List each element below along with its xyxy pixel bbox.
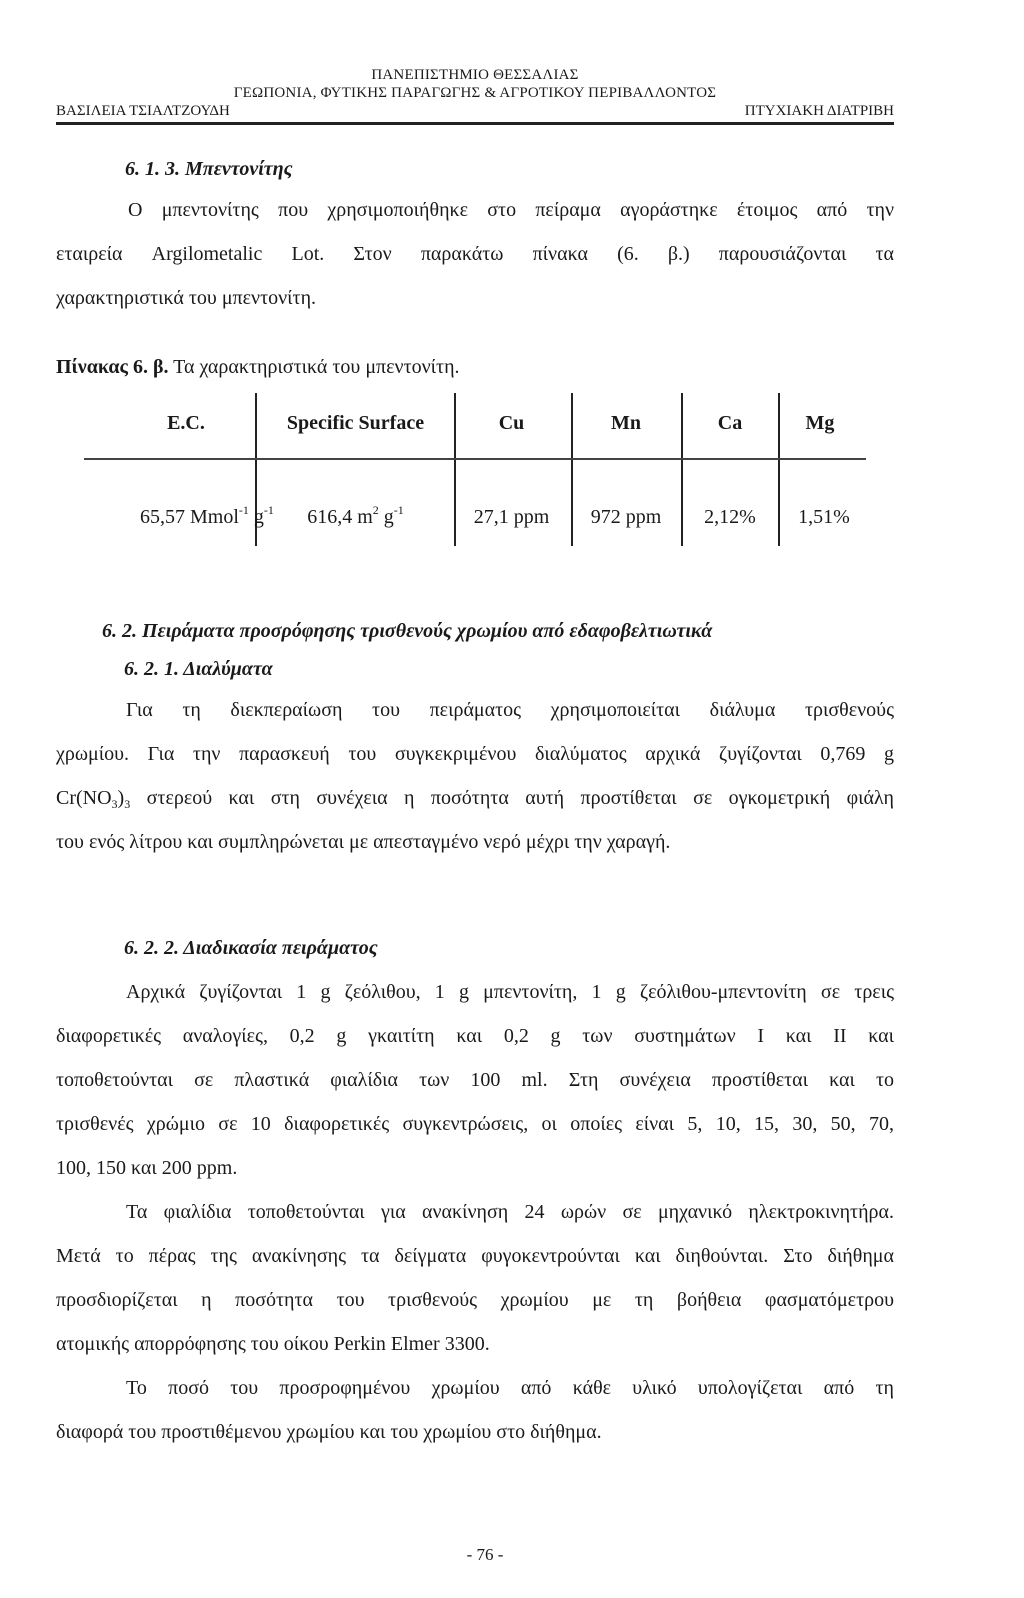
table-column-divider bbox=[454, 393, 456, 458]
table-header-mn: Mn bbox=[611, 412, 641, 434]
table-header-ca: Ca bbox=[717, 412, 743, 434]
table-column-divider bbox=[778, 393, 780, 458]
header-rule bbox=[56, 122, 894, 125]
paragraph-line: χαρακτηριστικά του μπεντονίτη. bbox=[56, 287, 317, 309]
table-header-mg: Mg bbox=[805, 412, 835, 434]
table-header-specific-surface: Specific Surface bbox=[286, 412, 425, 434]
header-university: ΠΑΝΕΠΙΣΤΗΜΙΟ ΘΕΣΣΑΛΙΑΣ bbox=[371, 67, 579, 83]
page-number: - 76 - bbox=[466, 1545, 504, 1564]
paragraph-line: $Cr(NO_3)_3$ στερεού και στη συνέχεια η ποσότητα αυτή προστίθεται σε ογκομετρική φιάλη bbox=[56, 787, 894, 811]
section-heading-6-1-3: 6. 1. 3. Μπεντονίτης bbox=[125, 158, 293, 180]
paragraph-line: τρισθενές χρώμιο σε 10 διαφορετικές συγκεντρώσεις, οι οποίες είναι 5, 10, 15, 30, 50, 70, bbox=[56, 1113, 894, 1135]
paragraph-line: Μετά το πέρας της ανακίνησης τα δείγματα φυγοκεντρούνται και διηθούνται. Στο διήθημα bbox=[56, 1245, 894, 1267]
paragraph-line: 100, 150 και 200 ppm. bbox=[56, 1157, 238, 1179]
header-doc-type: ΠΤΥΧΙΑΚΗ ΔΙΑΤΡΙΒΗ bbox=[744, 103, 894, 119]
paragraph-line: Αρχικά ζυγίζονται 1 g ζεόλιθου, 1 g μπεντονίτη, 1 g ζεόλιθου-μπεντονίτη σε τρεις bbox=[126, 981, 894, 1003]
paragraph-line: διαφορά του προστιθέμενου χρωμίου και του χρωμίου στο διήθημα. bbox=[56, 1421, 602, 1443]
section-heading-6-2-2: 6. 2. 2. Διαδικασία πειράματος bbox=[124, 937, 378, 959]
table-column-divider bbox=[571, 393, 573, 458]
header-author: ΒΑΣΙΛΕΙΑ ΤΣΙΑΛΤΖΟΥΔΗ bbox=[56, 103, 230, 119]
table-header-ec: E.C. bbox=[167, 412, 205, 434]
table-cell-ca: 2,12% bbox=[704, 506, 756, 528]
table-cell-cu: 27,1 ppm bbox=[473, 506, 550, 528]
header-department: ΓΕΩΠΟΝΙΑ, ΦΥΤΙΚΗΣ ΠΑΡΑΓΩΓΗΣ & ΑΓΡΟΤΙΚΟΥ ΠΕΡΙΒΑΛΛΟΝΤΟΣ bbox=[233, 85, 717, 101]
table-cell-specific-surface: 616,4 $m^2$ $g^{-1}$ bbox=[307, 503, 404, 528]
section-heading-6-2: 6. 2. Πειράματα προσρόφησης τρισθενούς χρωμίου από εδαφοβελτιωτικά bbox=[102, 620, 713, 642]
table-column-divider bbox=[255, 393, 257, 458]
paragraph-line: διαφορετικές αναλογίες, 0,2 g γκαιτίτη και 0,2 g των συστημάτων I και II και bbox=[56, 1025, 894, 1047]
paragraph-line: Για τη διεκπεραίωση του πειράματος χρησιμοποιείται διάλυμα τρισθενούς bbox=[126, 699, 894, 721]
table-column-divider bbox=[255, 460, 257, 546]
table-rule bbox=[84, 458, 866, 460]
table-column-divider bbox=[454, 460, 456, 546]
table-caption: Πίνακας 6. β. Τα χαρακτηριστικά του μπεντονίτη. bbox=[56, 356, 460, 378]
table-column-divider bbox=[571, 460, 573, 546]
paragraph-line: χρωμίου. Για την παρασκευή του συγκεκριμένου διαλύματος αρχικά ζυγίζονται 0,769 g bbox=[56, 743, 894, 765]
table-column-divider bbox=[681, 393, 683, 458]
paragraph-line: εταιρεία Argilometalic Lot. Στον παρακάτω πίνακα (6. β.) παρουσιάζονται τα bbox=[56, 243, 894, 265]
paragraph-line: Τα φιαλίδια τοποθετούνται για ανακίνηση 24 ωρών σε μηχανικό ηλεκτροκινητήρα. bbox=[126, 1201, 894, 1223]
paragraph-line: του ενός λίτρου και συμπληρώνεται με απεσταγμένο νερό μέχρι την χαραγή. bbox=[56, 831, 671, 853]
table-header-cu: Cu bbox=[498, 412, 525, 434]
table-cell-mg: 1,51% bbox=[798, 506, 850, 528]
table-column-divider bbox=[778, 460, 780, 546]
paragraph-line: τοποθετούνται σε πλαστικά φιαλίδια των 100 ml. Στη συνέχεια προστίθεται και το bbox=[56, 1069, 894, 1091]
table-cell-mn: 972 ppm bbox=[590, 506, 662, 528]
paragraph-line: προσδιορίζεται η ποσότητα του τρισθενούς χρωμίου με τη βοήθεια φασματόμετρου bbox=[56, 1289, 894, 1311]
paragraph-line: ατομικής απορρόφησης του οίκου Perkin Elmer 3300. bbox=[56, 1333, 490, 1355]
running-header bbox=[56, 66, 894, 102]
section-heading-6-2-1: 6. 2. 1. Διαλύματα bbox=[124, 658, 273, 680]
paragraph-line: Ο μπεντονίτης που χρησιμοποιήθηκε στο πείραμα αγοράστηκε έτοιμος από την bbox=[128, 199, 894, 221]
paragraph-line: Το ποσό του προσροφημένου χρωμίου από κάθε υλικό υπολογίζεται από τη bbox=[126, 1377, 894, 1399]
table-cell-ec: 65,57 Mmol$^{-1}$ $g^{-1}$ bbox=[140, 503, 274, 528]
table-column-divider bbox=[681, 460, 683, 546]
